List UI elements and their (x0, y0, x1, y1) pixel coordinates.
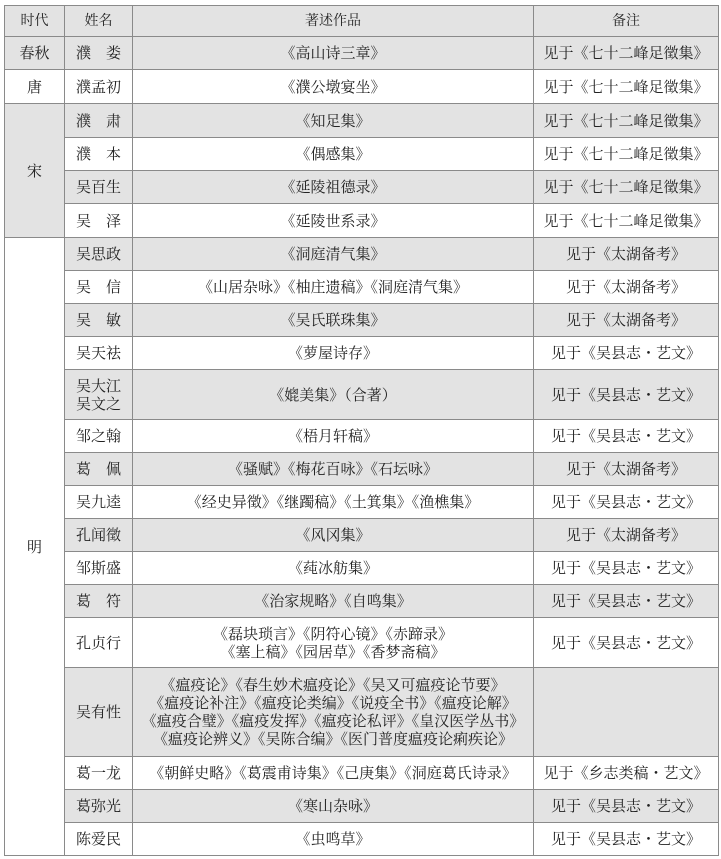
author-works (133, 337, 534, 370)
author-name: 濮 肃 (65, 104, 133, 138)
author-name: 吴 泽 (65, 204, 133, 238)
author-name: 吴 敏 (65, 304, 133, 337)
author-name: 吴有性 (65, 668, 133, 757)
table-row (5, 420, 719, 453)
author-note: 见于《吴县志・艺文》 (534, 486, 719, 519)
author-name: 吴思政 (65, 238, 133, 271)
table-row (5, 790, 719, 823)
table-row (5, 104, 719, 138)
works-line: 《高山诗三章》 (280, 44, 386, 62)
author-works (133, 823, 534, 856)
author-works (133, 757, 534, 790)
author-name: 吴 信 (65, 271, 133, 304)
author-name: 濮孟初 (65, 70, 133, 104)
author-works (133, 420, 534, 453)
table-row (5, 552, 719, 585)
author-note: 见于《太湖备考》 (534, 304, 719, 337)
works-line: 《经史异徵》《继躅稿》《土箕集》《渔樵集》 (186, 493, 480, 511)
author-note: 见于《七十二峰足徵集》 (534, 70, 719, 104)
author-note: 见于《吴县志・艺文》 (534, 618, 719, 668)
author-name: 孔贞行 (65, 618, 133, 668)
works-line: 《瘟疫合璧》《瘟疫发挥》《瘟疫论私评》《皇汉医学丛书》 (141, 712, 525, 730)
author-name-line: 吴文之 (75, 394, 121, 413)
author-note: 见于《吴县志・艺文》 (534, 585, 719, 618)
author-note: 见于《吴县志・艺文》 (534, 337, 719, 370)
table-row (5, 171, 719, 204)
author-name-line: 吴大江 (75, 376, 121, 395)
author-name: 邹斯盛 (65, 552, 133, 585)
author-works (133, 204, 534, 238)
author-works (133, 790, 534, 823)
author-note: 见于《七十二峰足徵集》 (534, 37, 719, 70)
table-row (5, 585, 719, 618)
table-row (5, 337, 719, 370)
table-row (5, 370, 719, 420)
works-line: 《延陵祖德录》 (280, 178, 386, 196)
author-note: 见于《七十二峰足徵集》 (534, 138, 719, 171)
authors-table (4, 5, 719, 856)
author-name: 葛 符 (65, 585, 133, 618)
author-works (133, 171, 534, 204)
author-works (133, 618, 534, 668)
author-name: 孔闻徵 (65, 519, 133, 552)
table-row (5, 70, 719, 104)
author-note: 见于《七十二峰足徵集》 (534, 204, 719, 238)
header-name: 姓名 (65, 6, 133, 37)
author-note: 见于《吴县志・艺文》 (534, 552, 719, 585)
author-name: 葛弥光 (65, 790, 133, 823)
header-era: 时代 (5, 6, 65, 37)
author-note: 见于《吴县志・艺文》 (534, 823, 719, 856)
author-name: 陈爱民 (65, 823, 133, 856)
author-name: 濮 本 (65, 138, 133, 171)
table-row (5, 238, 719, 271)
era-cell-ming: 明 (5, 238, 65, 856)
author-works (133, 304, 534, 337)
works-line: 《瘟疫论补注》《瘟疫论类编》《说疫全书》《瘟疫论解》 (149, 694, 517, 712)
author-works (133, 104, 534, 138)
works-line: 《骚赋》《梅花百咏》《石坛咏》 (227, 460, 438, 478)
author-name: 吴九逵 (65, 486, 133, 519)
author-note (534, 668, 719, 757)
table-row (5, 823, 719, 856)
works-line: 《梧月轩稿》 (287, 427, 378, 445)
works-line: 《朝鲜史略》《葛震甫诗集》《己庚集》《洞庭葛氏诗录》 (149, 764, 517, 782)
era-cell-song: 宋 (5, 104, 65, 238)
works-line: 《知足集》 (295, 111, 371, 130)
author-note: 见于《七十二峰足徵集》 (534, 171, 719, 204)
era-cell-chunqiu: 春秋 (5, 37, 65, 70)
works-line: 《虫鸣草》 (295, 830, 371, 848)
author-note: 见于《吴县志・艺文》 (534, 370, 719, 420)
author-note: 见于《太湖备考》 (534, 453, 719, 486)
header-row (5, 6, 719, 37)
author-works (133, 519, 534, 552)
works-line: 《治家规略》《自鸣集》 (254, 592, 412, 610)
table-row (5, 37, 719, 70)
author-works (133, 370, 534, 420)
author-name: 葛 佩 (65, 453, 133, 486)
author-name: 葛一龙 (65, 757, 133, 790)
author-works (133, 37, 534, 70)
works-line: 《延陵世系录》 (280, 211, 386, 230)
author-name: 吴百生 (65, 171, 133, 204)
author-works (133, 585, 534, 618)
works-line: 《瘟疫论辨义》《吴陈合编》《医门普度瘟疫论痢疾论》 (152, 730, 513, 748)
author-note: 见于《太湖备考》 (534, 238, 719, 271)
table-row (5, 304, 719, 337)
table-row (5, 453, 719, 486)
table-row (5, 618, 719, 668)
author-note: 见于《吴县志・艺文》 (534, 420, 719, 453)
author-name: 邹之翰 (65, 420, 133, 453)
header-note: 备注 (534, 6, 719, 37)
author-note: 见于《乡志类稿・艺文》 (534, 757, 719, 790)
works-line: 《寒山杂咏》 (287, 797, 378, 815)
works-line: 《媲美集》（合著） (269, 385, 397, 404)
works-line: 《山居杂咏》《柚庄遗稿》《洞庭清气集》 (197, 278, 468, 296)
author-works (133, 453, 534, 486)
author-works (133, 486, 534, 519)
author-note: 见于《太湖备考》 (534, 271, 719, 304)
author-works (133, 552, 534, 585)
table-row (5, 138, 719, 171)
works-line: 《吴氏联珠集》 (280, 311, 386, 329)
works-line: 《偶感集》 (295, 145, 371, 163)
works-line: 《塞上稿》《园居草》《香梦斋稿》 (220, 642, 446, 661)
works-line: 《莼冰舫集》 (287, 559, 378, 577)
author-works (133, 70, 534, 104)
header-works: 著述作品 (133, 6, 534, 37)
author-works (133, 271, 534, 304)
author-works (133, 668, 534, 757)
author-note: 见于《吴县志・艺文》 (534, 790, 719, 823)
table-row (5, 486, 719, 519)
works-line: 《萝屋诗存》 (287, 344, 378, 362)
table-row (5, 668, 719, 757)
table-row (5, 204, 719, 238)
author-note: 见于《太湖备考》 (534, 519, 719, 552)
era-cell-tang: 唐 (5, 70, 65, 104)
author-name (65, 370, 133, 420)
table-row (5, 271, 719, 304)
works-line: 《濮公墩宴坐》 (280, 77, 386, 96)
author-works (133, 138, 534, 171)
works-line: 《磊块琐言》《阴符心镜》《赤蹄录》 (212, 624, 453, 643)
table-row (5, 519, 719, 552)
author-works (133, 238, 534, 271)
works-line: 《风冈集》 (295, 526, 371, 544)
author-name: 吴天祛 (65, 337, 133, 370)
author-name: 濮 娄 (65, 37, 133, 70)
works-line: 《瘟疫论》《春生妙术瘟疫论》《吴又可瘟疫论节要》 (160, 676, 506, 694)
works-line: 《洞庭清气集》 (280, 245, 386, 263)
table-row (5, 757, 719, 790)
author-note: 见于《七十二峰足徵集》 (534, 104, 719, 138)
